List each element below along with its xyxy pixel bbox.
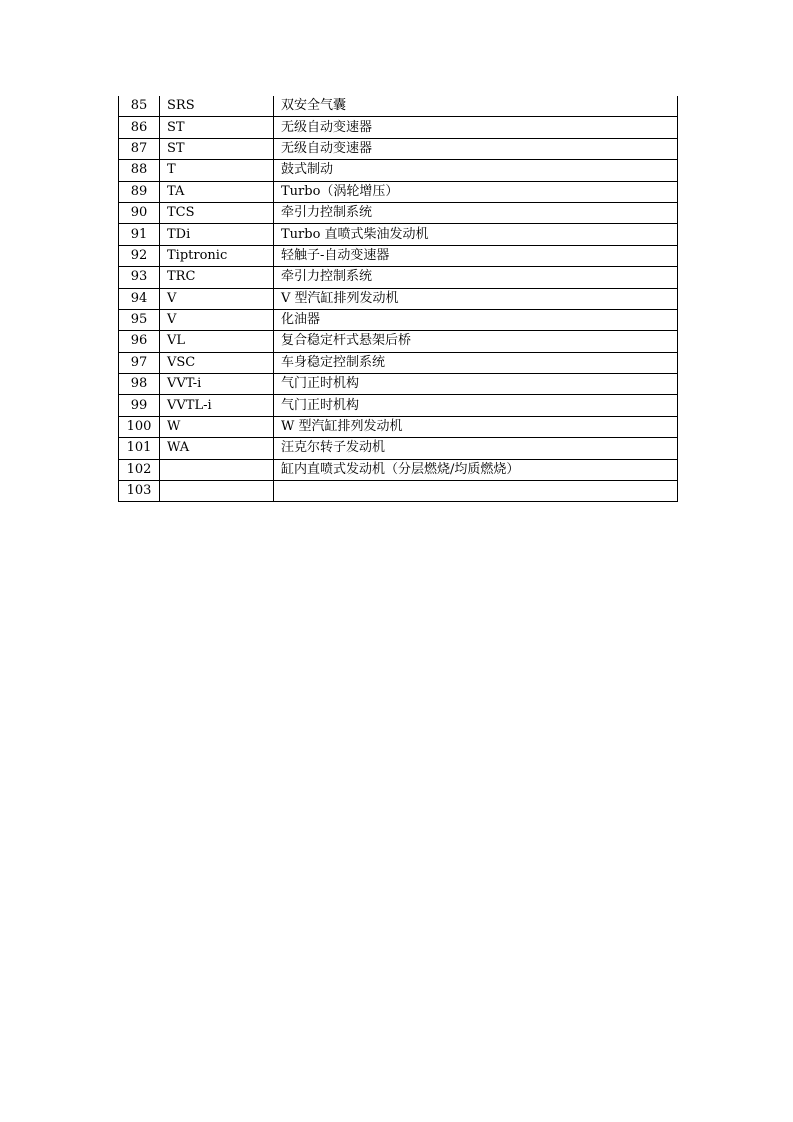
abbreviation-cell: SRS (160, 96, 274, 117)
table-row (119, 224, 678, 245)
row-number: 101 (119, 438, 160, 459)
description-cell: 无级自动变速器 (274, 138, 678, 159)
row-number: 97 (119, 352, 160, 373)
table-row (119, 352, 678, 373)
description-cell: 化油器 (274, 309, 678, 330)
table-row (119, 117, 678, 138)
abbreviation-cell: VVT-i (160, 374, 274, 395)
abbreviation-table (118, 96, 678, 502)
table-row (119, 202, 678, 223)
row-number: 100 (119, 416, 160, 437)
table-row (119, 245, 678, 266)
table-row (119, 267, 678, 288)
row-number: 87 (119, 138, 160, 159)
abbreviation-cell (160, 459, 274, 480)
abbreviation-cell: V (160, 309, 274, 330)
abbreviation-cell: WA (160, 438, 274, 459)
row-number: 98 (119, 374, 160, 395)
table-row (119, 309, 678, 330)
abbreviation-cell: ST (160, 138, 274, 159)
description-cell: 气门正时机构 (274, 395, 678, 416)
row-number: 88 (119, 160, 160, 181)
description-cell: 双安全气囊 (274, 96, 678, 117)
abbreviation-cell: ST (160, 117, 274, 138)
description-cell: 复合稳定杆式悬架后桥 (274, 331, 678, 352)
row-number: 95 (119, 309, 160, 330)
abbreviation-cell: T (160, 160, 274, 181)
table-row (119, 374, 678, 395)
description-cell: 牵引力控制系统 (274, 267, 678, 288)
description-cell: 车身稳定控制系统 (274, 352, 678, 373)
description-cell: W 型汽缸排列发动机 (274, 416, 678, 437)
description-cell: V 型汽缸排列发动机 (274, 288, 678, 309)
table-row (119, 96, 678, 117)
table-row (119, 481, 678, 502)
abbreviation-cell: VSC (160, 352, 274, 373)
row-number: 86 (119, 117, 160, 138)
row-number: 91 (119, 224, 160, 245)
row-number: 94 (119, 288, 160, 309)
abbreviation-cell: Tiptronic (160, 245, 274, 266)
description-cell (274, 481, 678, 502)
table-row (119, 459, 678, 480)
abbreviation-cell: VL (160, 331, 274, 352)
table-row (119, 331, 678, 352)
abbreviation-cell: TCS (160, 202, 274, 223)
description-cell: Turbo（涡轮增压） (274, 181, 678, 202)
abbreviation-cell: TRC (160, 267, 274, 288)
table-row (119, 181, 678, 202)
abbreviation-cell: VVTL-i (160, 395, 274, 416)
row-number: 103 (119, 481, 160, 502)
description-cell: 鼓式制动 (274, 160, 678, 181)
table-row (119, 438, 678, 459)
table-body (119, 96, 678, 502)
table-row (119, 160, 678, 181)
table-row (119, 395, 678, 416)
abbreviation-cell: V (160, 288, 274, 309)
row-number: 99 (119, 395, 160, 416)
abbreviation-cell: W (160, 416, 274, 437)
row-number: 96 (119, 331, 160, 352)
table-row (119, 416, 678, 437)
table-row (119, 138, 678, 159)
row-number: 102 (119, 459, 160, 480)
description-cell: 气门正时机构 (274, 374, 678, 395)
row-number: 92 (119, 245, 160, 266)
description-cell: Turbo 直喷式柴油发动机 (274, 224, 678, 245)
description-cell: 牵引力控制系统 (274, 202, 678, 223)
abbreviation-cell: TDi (160, 224, 274, 245)
abbreviation-cell: TA (160, 181, 274, 202)
description-cell: 轻触子-自动变速器 (274, 245, 678, 266)
row-number: 93 (119, 267, 160, 288)
description-cell: 无级自动变速器 (274, 117, 678, 138)
description-cell: 缸内直喷式发动机（分层燃烧/均质燃烧） (274, 459, 678, 480)
row-number: 89 (119, 181, 160, 202)
description-cell: 汪克尔转子发动机 (274, 438, 678, 459)
table-row (119, 288, 678, 309)
row-number: 90 (119, 202, 160, 223)
abbreviation-cell (160, 481, 274, 502)
row-number: 85 (119, 96, 160, 117)
